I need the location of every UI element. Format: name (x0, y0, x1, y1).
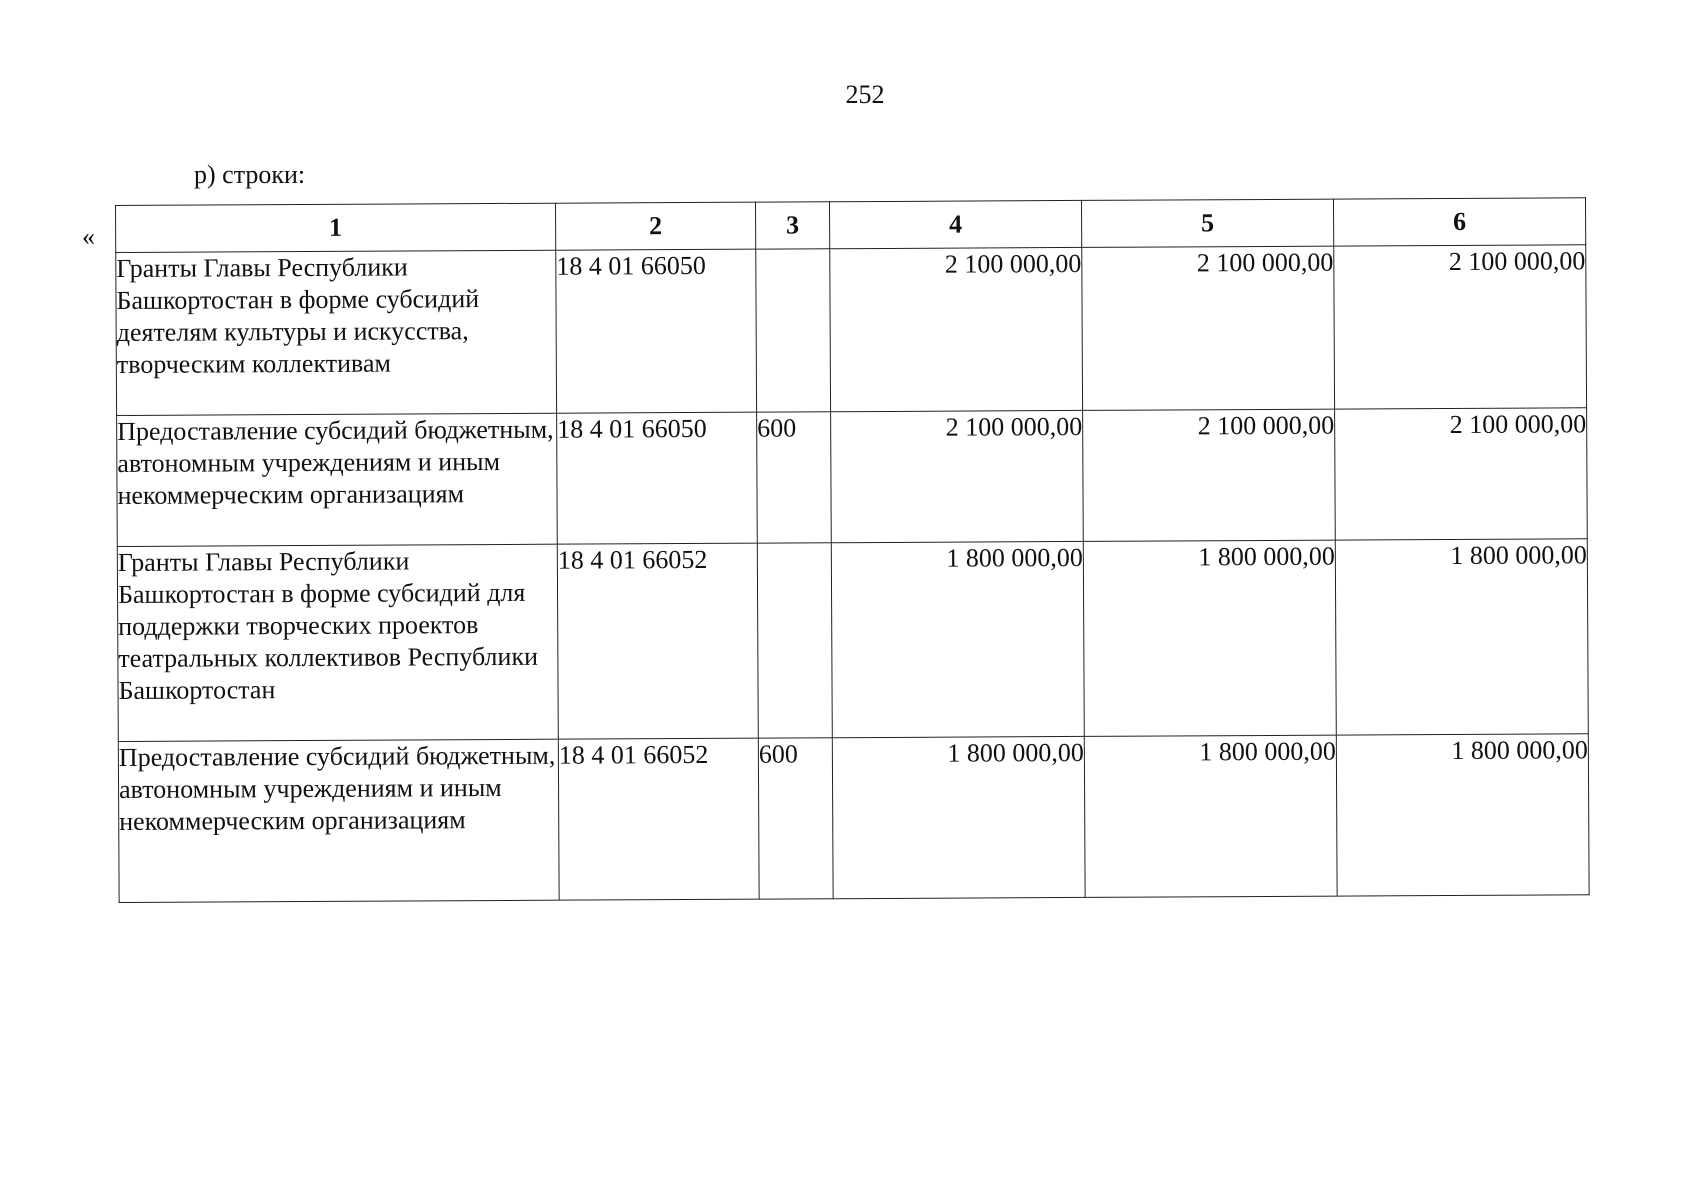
row-value-6-cell: 1 800 000,00 (1335, 539, 1588, 735)
page-number: 252 (845, 80, 885, 109)
row-value-5-cell: 2 100 000,00 (1082, 246, 1335, 410)
table-row (116, 245, 1587, 416)
section-label: р) строки: (194, 160, 306, 189)
budget-table (115, 197, 1590, 903)
budget-table-container (115, 197, 1589, 903)
row-value-4-cell: 1 800 000,00 (832, 736, 1085, 898)
row-code-cell: 18 4 01 66052 (558, 738, 759, 900)
table-row (118, 734, 1589, 903)
row-value-6-cell: 1 800 000,00 (1336, 734, 1589, 896)
row-name-cell: Предоставление субсидий бюджетным, автономным учреждениям и иным некоммерческим организациям (118, 739, 559, 902)
row-value-4-cell: 1 800 000,00 (831, 541, 1084, 737)
column-header-3: 3 (755, 202, 829, 249)
row-code-cell: 18 4 01 66050 (556, 249, 757, 413)
table-row (117, 408, 1588, 547)
row-value-6-cell: 2 100 000,00 (1334, 245, 1587, 409)
row-value-5-cell: 1 800 000,00 (1083, 540, 1336, 736)
row-name-cell: Предоставление субсидий бюджетным, автономным учреждениям и иным некоммерческим организациям (117, 413, 558, 546)
row-type-cell (756, 249, 831, 412)
row-value-4-cell: 2 100 000,00 (830, 247, 1083, 411)
column-header-5: 5 (1081, 199, 1333, 247)
table-header-row (116, 198, 1586, 253)
row-type-cell: 600 (757, 412, 832, 543)
row-code-cell: 18 4 01 66050 (557, 412, 758, 544)
column-header-2: 2 (555, 202, 755, 250)
table-row (117, 539, 1588, 742)
row-type-cell: 600 (758, 738, 833, 899)
row-code-cell: 18 4 01 66052 (557, 543, 758, 739)
row-value-5-cell: 1 800 000,00 (1084, 735, 1337, 897)
row-value-6-cell: 2 100 000,00 (1335, 408, 1588, 540)
row-type-cell (757, 543, 832, 738)
row-name-cell: Гранты Главы Республики Башкортостан в форме субсидий деятелям культуры и искусства, творческим коллективам (116, 250, 557, 415)
column-header-4: 4 (829, 200, 1081, 248)
column-header-6: 6 (1333, 198, 1585, 246)
row-name-cell: Гранты Главы Республики Башкортостан в форме субсидий для поддержки творческих проектов театральных коллективов Республики Башкортостан (117, 544, 558, 741)
opening-quote-mark: « (82, 222, 95, 251)
row-value-4-cell: 2 100 000,00 (831, 410, 1084, 542)
row-value-5-cell: 2 100 000,00 (1083, 409, 1336, 541)
column-header-1: 1 (116, 203, 556, 252)
